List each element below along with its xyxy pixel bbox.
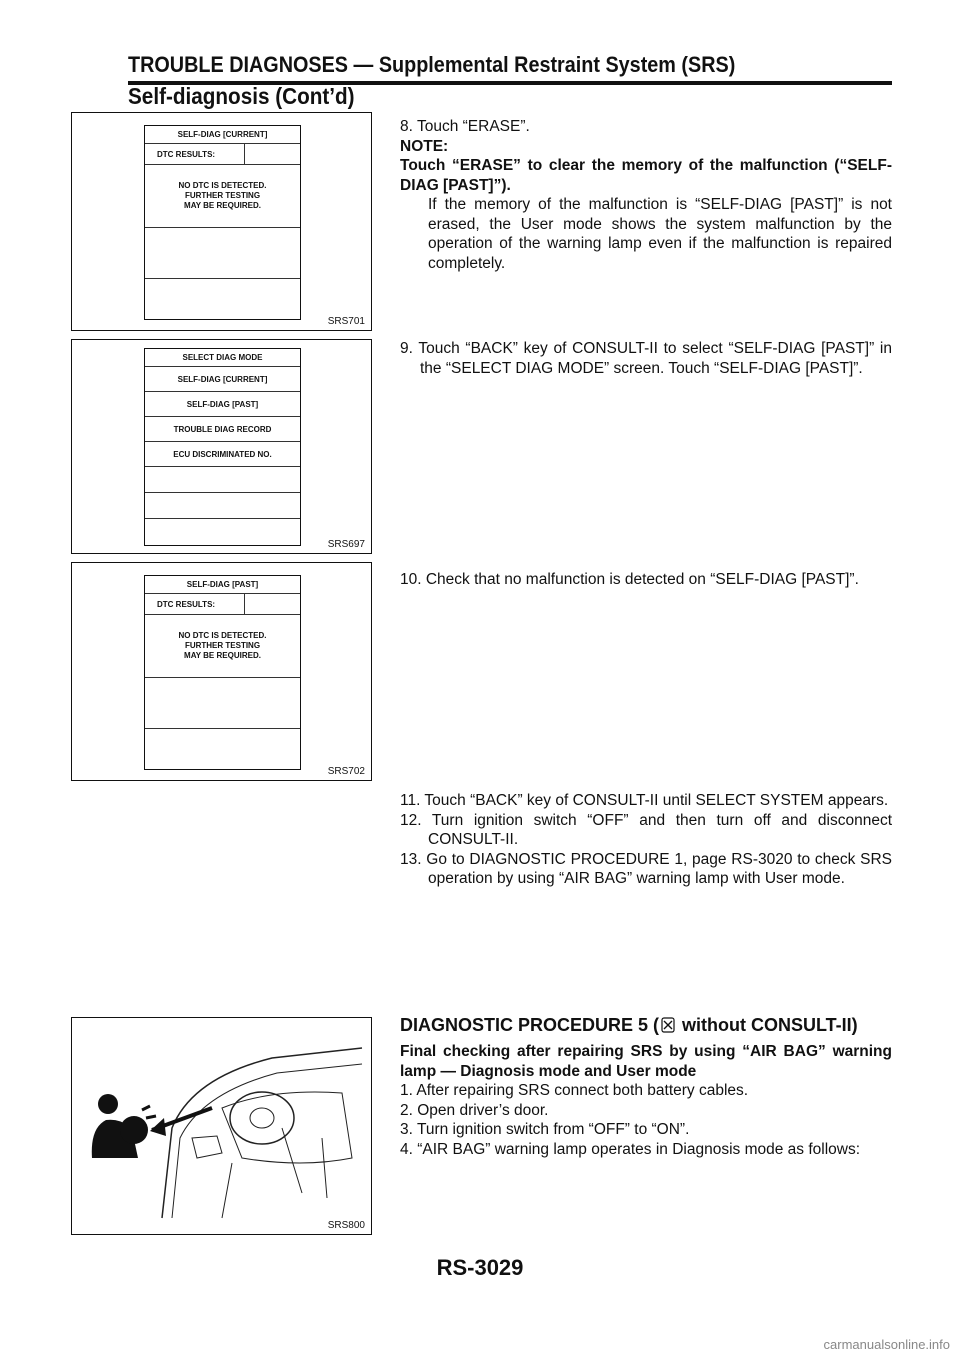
no-dtc-message: NO DTC IS DETECTED. FURTHER TESTING MAY BE REQUIRED. bbox=[145, 615, 300, 678]
figure-code: SRS701 bbox=[327, 316, 365, 327]
procedure-5-subheading: Final checking after repairing SRS by using “AIR BAG” warning lamp — Diagnosis mode and User mode bbox=[400, 1043, 892, 1080]
note-body: If the memory of the malfunction is “SELF-DIAG [PAST]” is not erased, the User mode shows the system malfunction by the operation of the warning lamp even if the malfunction is repaired completely. bbox=[428, 196, 892, 272]
screen-title: SELECT DIAG MODE bbox=[145, 349, 300, 367]
step-9: 9. Touch “BACK” key of CONSULT-II to select “SELF-DIAG [PAST]” in the “SELECT DIAG MODE” screen. Touch “SELF-DIAG [PAST]”. bbox=[400, 340, 892, 377]
subsection-title: Self-diagnosis (Cont’d) bbox=[128, 83, 355, 109]
dtc-results-row bbox=[145, 144, 300, 165]
procedure-5-item-2: 2. Open driver’s door. bbox=[400, 1101, 549, 1119]
empty-row bbox=[145, 519, 300, 547]
dtc-results-label: DTC RESULTS: bbox=[145, 144, 245, 164]
procedure-5-item-3: 3. Turn ignition switch from “OFF” to “ON”. bbox=[400, 1121, 690, 1138]
watermark: carmanualsonline.info bbox=[823, 1337, 950, 1352]
step-11: 11. Touch “BACK” key of CONSULT-II until SELECT SYSTEM appears. bbox=[400, 792, 889, 809]
menu-item-ecu-discriminated-no[interactable]: ECU DISCRIMINATED NO. bbox=[145, 442, 300, 467]
procedure-5-item-1: 1. After repairing SRS connect both battery cables. bbox=[400, 1082, 749, 1099]
figure-srs702 bbox=[71, 562, 372, 781]
step-10: 10. Check that no malfunction is detected on “SELF-DIAG [PAST]”. bbox=[400, 571, 859, 588]
menu-item-self-diag-past[interactable]: SELF-DIAG [PAST] bbox=[145, 392, 300, 417]
figure-srs800 bbox=[71, 1017, 372, 1235]
screen-title: SELF-DIAG [CURRENT] bbox=[145, 126, 300, 144]
airbag-lamp-illustration bbox=[72, 1018, 371, 1234]
empty-row bbox=[145, 228, 300, 279]
figure-code: SRS800 bbox=[327, 1220, 365, 1231]
step-12: 12. Turn ignition switch “OFF” and then turn off and disconnect CONSULT-II. bbox=[400, 811, 892, 848]
procedure-5-heading-pre: DIAGNOSTIC PROCEDURE 5 ( bbox=[400, 1015, 660, 1035]
consult-screen-select-diag-mode bbox=[144, 348, 301, 546]
no-consult-icon bbox=[659, 1016, 677, 1032]
dtc-results-label: DTC RESULTS: bbox=[145, 594, 245, 614]
no-dtc-message: NO DTC IS DETECTED. FURTHER TESTING MAY BE REQUIRED. bbox=[145, 165, 300, 228]
page-number: RS-3029 bbox=[436, 1255, 524, 1280]
step-8: 8. Touch “ERASE”. bbox=[400, 118, 530, 135]
procedure-5-block bbox=[400, 1014, 892, 1159]
figure-code: SRS702 bbox=[327, 766, 365, 777]
empty-row bbox=[145, 493, 300, 519]
consult-screen-self-diag-past bbox=[144, 575, 301, 770]
note-bold: Touch “ERASE” to clear the memory of the malfunction (“SELF-DIAG [PAST]”). bbox=[400, 157, 892, 194]
figure-code: SRS697 bbox=[327, 539, 365, 550]
step-10-block bbox=[400, 570, 892, 590]
procedure-5-item-4: 4. “AIR BAG” warning lamp operates in Diagnosis mode as follows: bbox=[400, 1140, 861, 1158]
dtc-results-row bbox=[145, 594, 300, 615]
step-9-block bbox=[400, 339, 892, 378]
step-13: 13. Go to DIAGNOSTIC PROCEDURE 1, page RS-3020 to check SRS operation by using “AIR BAG” warning lamp with User mode. bbox=[400, 850, 892, 887]
screen-title: SELF-DIAG [PAST] bbox=[145, 576, 300, 594]
menu-item-trouble-diag-record[interactable]: TROUBLE DIAG RECORD bbox=[145, 417, 300, 442]
note-label: NOTE: bbox=[400, 137, 449, 155]
section-title: TROUBLE DIAGNOSES — Supplemental Restraint System (SRS) bbox=[128, 52, 736, 77]
procedure-5-heading-post: without CONSULT-II) bbox=[677, 1015, 858, 1035]
step-8-block bbox=[400, 117, 892, 273]
figure-srs697 bbox=[71, 339, 372, 554]
empty-row bbox=[145, 729, 300, 768]
menu-item-self-diag-current[interactable]: SELF-DIAG [CURRENT] bbox=[145, 367, 300, 392]
figure-srs701 bbox=[71, 112, 372, 331]
procedure-5-heading bbox=[400, 1014, 892, 1036]
empty-row bbox=[145, 678, 300, 729]
empty-row bbox=[145, 279, 300, 318]
consult-screen-self-diag-current bbox=[144, 125, 301, 320]
empty-row bbox=[145, 467, 300, 493]
steps-11-13-block bbox=[400, 791, 892, 889]
